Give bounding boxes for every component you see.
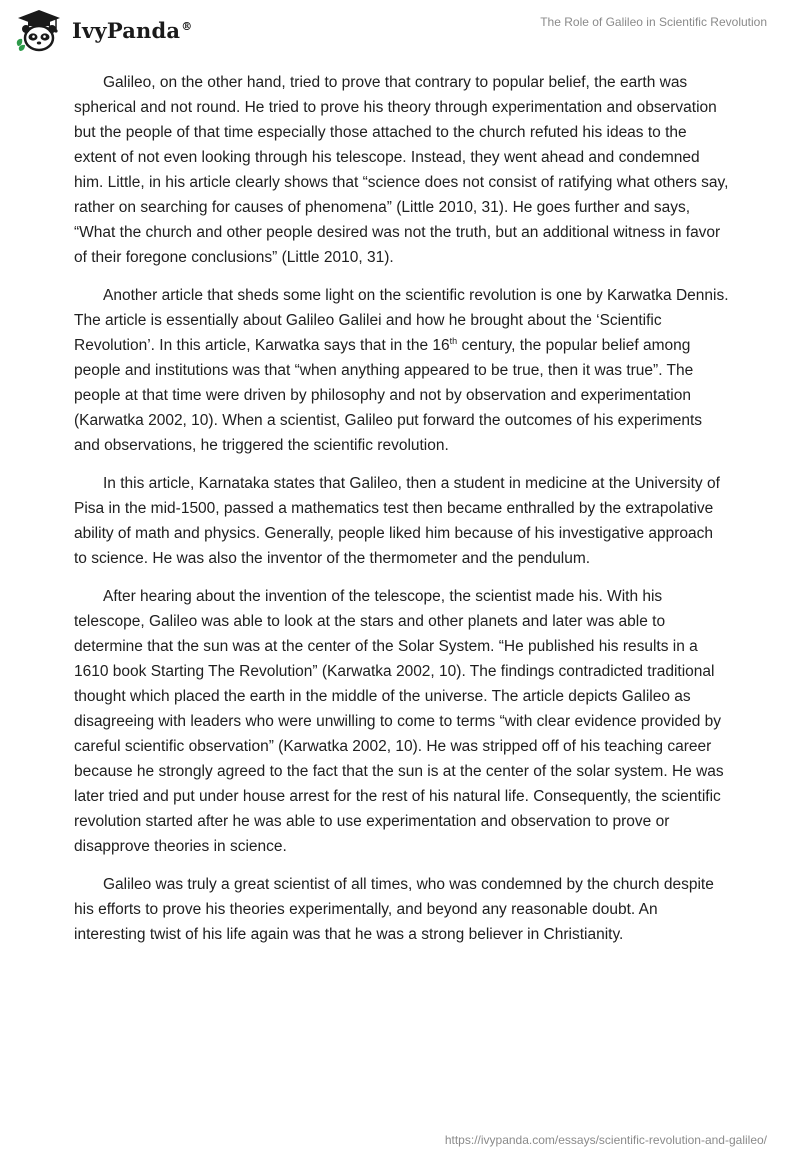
page-header [0,0,800,60]
brand-name: IvyPanda® [72,17,193,43]
paragraph: Another article that sheds some light on the scientific revolution is one by Karwatka Dennis. The article is essentially about Galileo Galilei and how he brought about the ‘Scientific Revolution’. In this article, Karwatka says that in the 16th century, the popular belief among people and institutions was that “when anything appeared to be true, then it was true”. The people at that time were driven by philosophy and not by observation and experimentation (Karwatka 2002, 10). When a scientist, Galileo put forward the outcomes of his experiments and observations, he triggered the scientific revolution. [74,287,729,454]
ivypanda-logo[interactable] [14,8,192,52]
paragraph: After hearing about the invention of the telescope, the scientist made his. With his telescope, Galileo was able to look at the stars and other planets and later was able to determine that the sun was at the center of the Solar System. “He published his results in a 1610 book Starting The Revolution” (Karwatka 2002, 10). The findings contradicted traditional thought which placed the earth in the middle of the universe. The article depicts Galileo as disagreeing with leaders who were unwilling to come to terms “with clear evidence provided by careful scientific observation” (Karwatka 2002, 10). He was stripped off of his teaching career because he strongly agreed to the fact that the sun is at the center of the solar system. He was later tried and put under house arrest for the rest of his natural life. Consequently, the scientific revolution started after he was able to use experimentation and observation to prove or disapprove theories in science. [74,588,724,855]
panda-graduate-icon [14,8,64,52]
document-title: The Role of Galileo in Scientific Revolution [540,15,767,29]
paragraph: In this article, Karnataka states that Galileo, then a student in medicine at the University of Pisa in the mid-1500, passed a mathematics test then became enthralled by the extrapolative ability of math and physics. Generally, people liked him because of his investigative approach to science. He was also the inventor of the thermometer and the pendulum. [74,475,720,567]
essay-body [74,70,730,960]
paragraph: Galileo, on the other hand, tried to prove that contrary to popular belief, the earth was spherical and not round. He tried to prove his theory through experimentation and observation but the people of that time especially those attached to the church refuted his ideas to the extent of not even looking through his telescope. Instead, they went ahead and condemned him. Little, in his article clearly shows that “science does not consist of ratifying what others say, rather on searching for causes of phenomena” (Little 2010, 31). He goes further and says, “What the church and other people desired was not the truth, but an additional witness in favor of their foregone conclusions” (Little 2010, 31). [74,74,729,266]
source-url[interactable]: https://ivypanda.com/essays/scientific-revolution-and-galileo/ [444,1133,767,1147]
superscript: th [449,335,458,346]
paragraph: Galileo was truly a great scientist of all times, who was condemned by the church despite his efforts to prove his theories experimentally, and beyond any reasonable doubt. An interesting twist of his life again was that he was a strong believer in Christianity. [74,876,714,943]
